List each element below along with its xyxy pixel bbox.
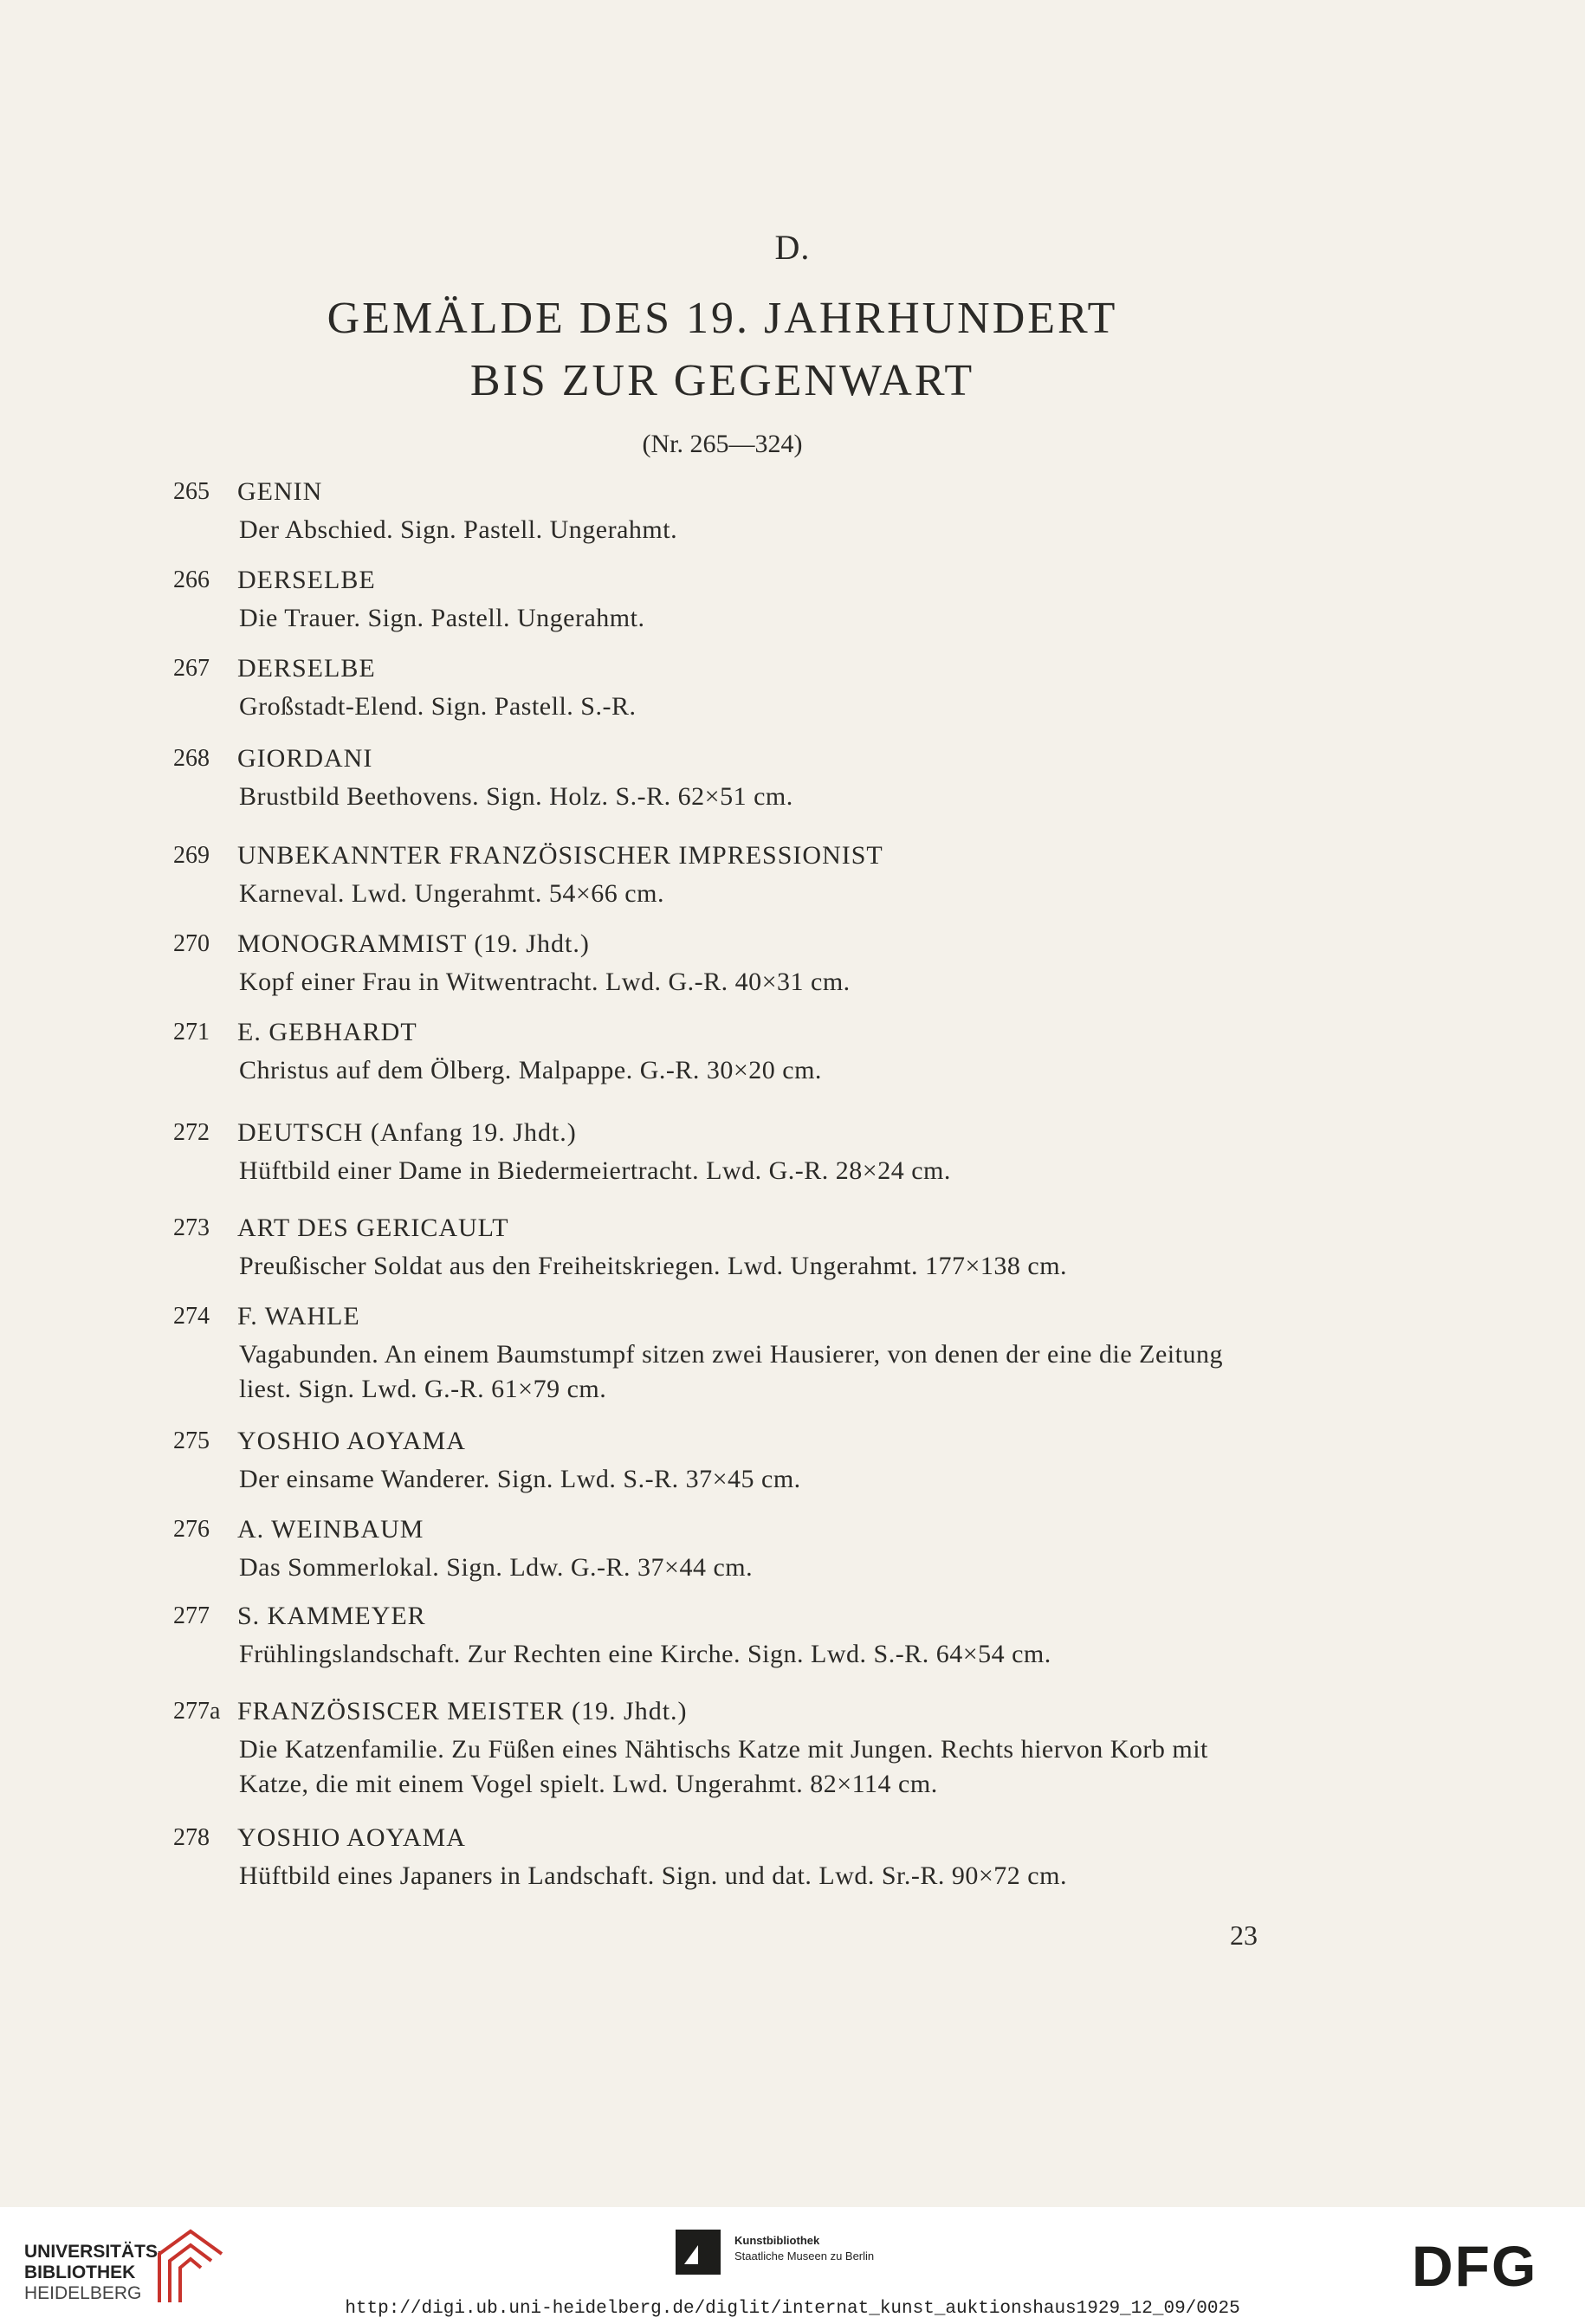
entry-number: 277	[173, 1602, 210, 1629]
entry-number: 273	[173, 1214, 210, 1241]
entry-description: Kopf einer Frau in Witwentracht. Lwd. G.-R. 40×31 cm.	[239, 968, 851, 996]
entry-number: 277a	[173, 1698, 221, 1725]
entry-description: Das Sommerlokal. Sign. Ldw. G.-R. 37×44 cm.	[239, 1553, 754, 1582]
entry-artist: S. KAMMEYER	[237, 1602, 426, 1630]
entry-number: 268	[173, 745, 210, 772]
entry-number: 276	[173, 1516, 210, 1543]
entry-artist: GENIN	[237, 477, 323, 506]
entry-artist: UNBEKANNTER FRANZÖSISCHER IMPRESSIONIST	[237, 841, 883, 870]
kb-name-line-1: Kunstbibliothek	[734, 2234, 820, 2247]
kb-name-line-2: Staatliche Museen zu Berlin	[734, 2250, 875, 2263]
entry-description: Frühlingslandschaft. Zur Rechten eine Kirche. Sign. Lwd. S.-R. 64×54 cm.	[239, 1640, 1051, 1668]
ub-heidelberg-logo-icon	[156, 2228, 225, 2306]
entry-description: Der Abschied. Sign. Pastell. Ungerahmt.	[239, 515, 678, 544]
section-title-line-1: GEMÄLDE DES 19. JAHRHUNDERT	[327, 294, 1118, 343]
entry-number: 275	[173, 1427, 210, 1454]
entry-number: 266	[173, 566, 210, 593]
entry-description: Preußischer Soldat aus den Freiheitskriegen. Lwd. Ungerahmt. 177×138 cm.	[239, 1252, 1068, 1280]
entry-description: Brustbild Beethovens. Sign. Holz. S.-R. 62×51 cm.	[239, 782, 793, 811]
entry-description: Großstadt-Elend. Sign. Pastell. S.-R.	[239, 692, 637, 721]
section-title-line-2: BIS ZUR GEGENWART	[469, 356, 975, 405]
kunstbibliothek-wordmark	[734, 2233, 874, 2264]
entry-description: Karneval. Lwd. Ungerahmt. 54×66 cm.	[239, 879, 664, 908]
catalogue-number-range: (Nr. 265—324)	[642, 430, 803, 458]
entry-artist: FRANZÖSISCER MEISTER (19. Jhdt.)	[237, 1697, 688, 1725]
ub-name-line-3: HEIDELBERG	[24, 2283, 142, 2303]
page-number: 23	[1230, 1919, 1258, 1951]
entry-artist: E. GEBHARDT	[237, 1018, 417, 1046]
entry-artist: A. WEINBAUM	[237, 1515, 424, 1544]
entry-number: 271	[173, 1019, 210, 1045]
entry-artist: DEUTSCH (Anfang 19. Jhdt.)	[237, 1118, 577, 1147]
ub-name-line-1: UNIVERSITÄTS-	[24, 2242, 165, 2262]
entry-number: 274	[173, 1303, 210, 1330]
entry-artist: DERSELBE	[237, 654, 376, 683]
entry-artist: YOSHIO AOYAMA	[237, 1823, 466, 1852]
ub-name-line-2: BIBLIOTHEK	[24, 2263, 136, 2282]
entry-artist: DERSELBE	[237, 566, 376, 594]
entry-number: 270	[173, 930, 210, 957]
entry-description: Die Trauer. Sign. Pastell. Ungerahmt.	[239, 604, 645, 632]
entry-artist: YOSHIO AOYAMA	[237, 1427, 466, 1455]
permalink-url[interactable]: http://digi.ub.uni-heidelberg.de/diglit/internat_kunst_auktionshaus1929_12_09/0025	[345, 2299, 1240, 2319]
entry-artist: MONOGRAMMIST (19. Jhdt.)	[237, 929, 590, 958]
entry-number: 269	[173, 842, 210, 869]
dfg-logo: DFG	[1412, 2234, 1538, 2298]
entry-number: 272	[173, 1119, 210, 1146]
entry-description: Christus auf dem Ölberg. Malpappe. G.-R. 30×20 cm.	[239, 1056, 822, 1084]
entry-description: Vagabunden. An einem Baumstumpf sitzen zwei Hausierer, von denen der eine die Zeitung liest. Sign. Lwd. G.-R. 61×79 cm.	[239, 1340, 1223, 1403]
section-letter: D.	[774, 228, 811, 267]
footer-bar	[0, 2207, 1585, 2324]
entry-description: Die Katzenfamilie. Zu Füßen eines Nähtischs Katze mit Jungen. Rechts hiervon Korb mit Katze, die mit einem Vogel spielt. Lwd. Ungerahmt. 82×114 cm.	[239, 1735, 1208, 1798]
entry-artist: GIORDANI	[237, 744, 373, 773]
entry-description: Der einsame Wanderer. Sign. Lwd. S.-R. 37×45 cm.	[239, 1465, 801, 1493]
entry-description: Hüftbild eines Japaners in Landschaft. Sign. und dat. Lwd. Sr.-R. 90×72 cm.	[239, 1861, 1067, 1890]
entry-artist: F. WAHLE	[237, 1302, 360, 1330]
entry-number: 267	[173, 655, 210, 682]
entry-description: Hüftbild einer Dame in Biedermeiertracht. Lwd. G.-R. 28×24 cm.	[239, 1156, 951, 1185]
entry-artist: ART DES GERICAULT	[237, 1214, 509, 1242]
kunstbibliothek-logo-icon	[676, 2230, 721, 2275]
ub-heidelberg-wordmark	[24, 2242, 164, 2304]
entry-number: 265	[173, 478, 210, 505]
entry-number: 278	[173, 1824, 210, 1851]
